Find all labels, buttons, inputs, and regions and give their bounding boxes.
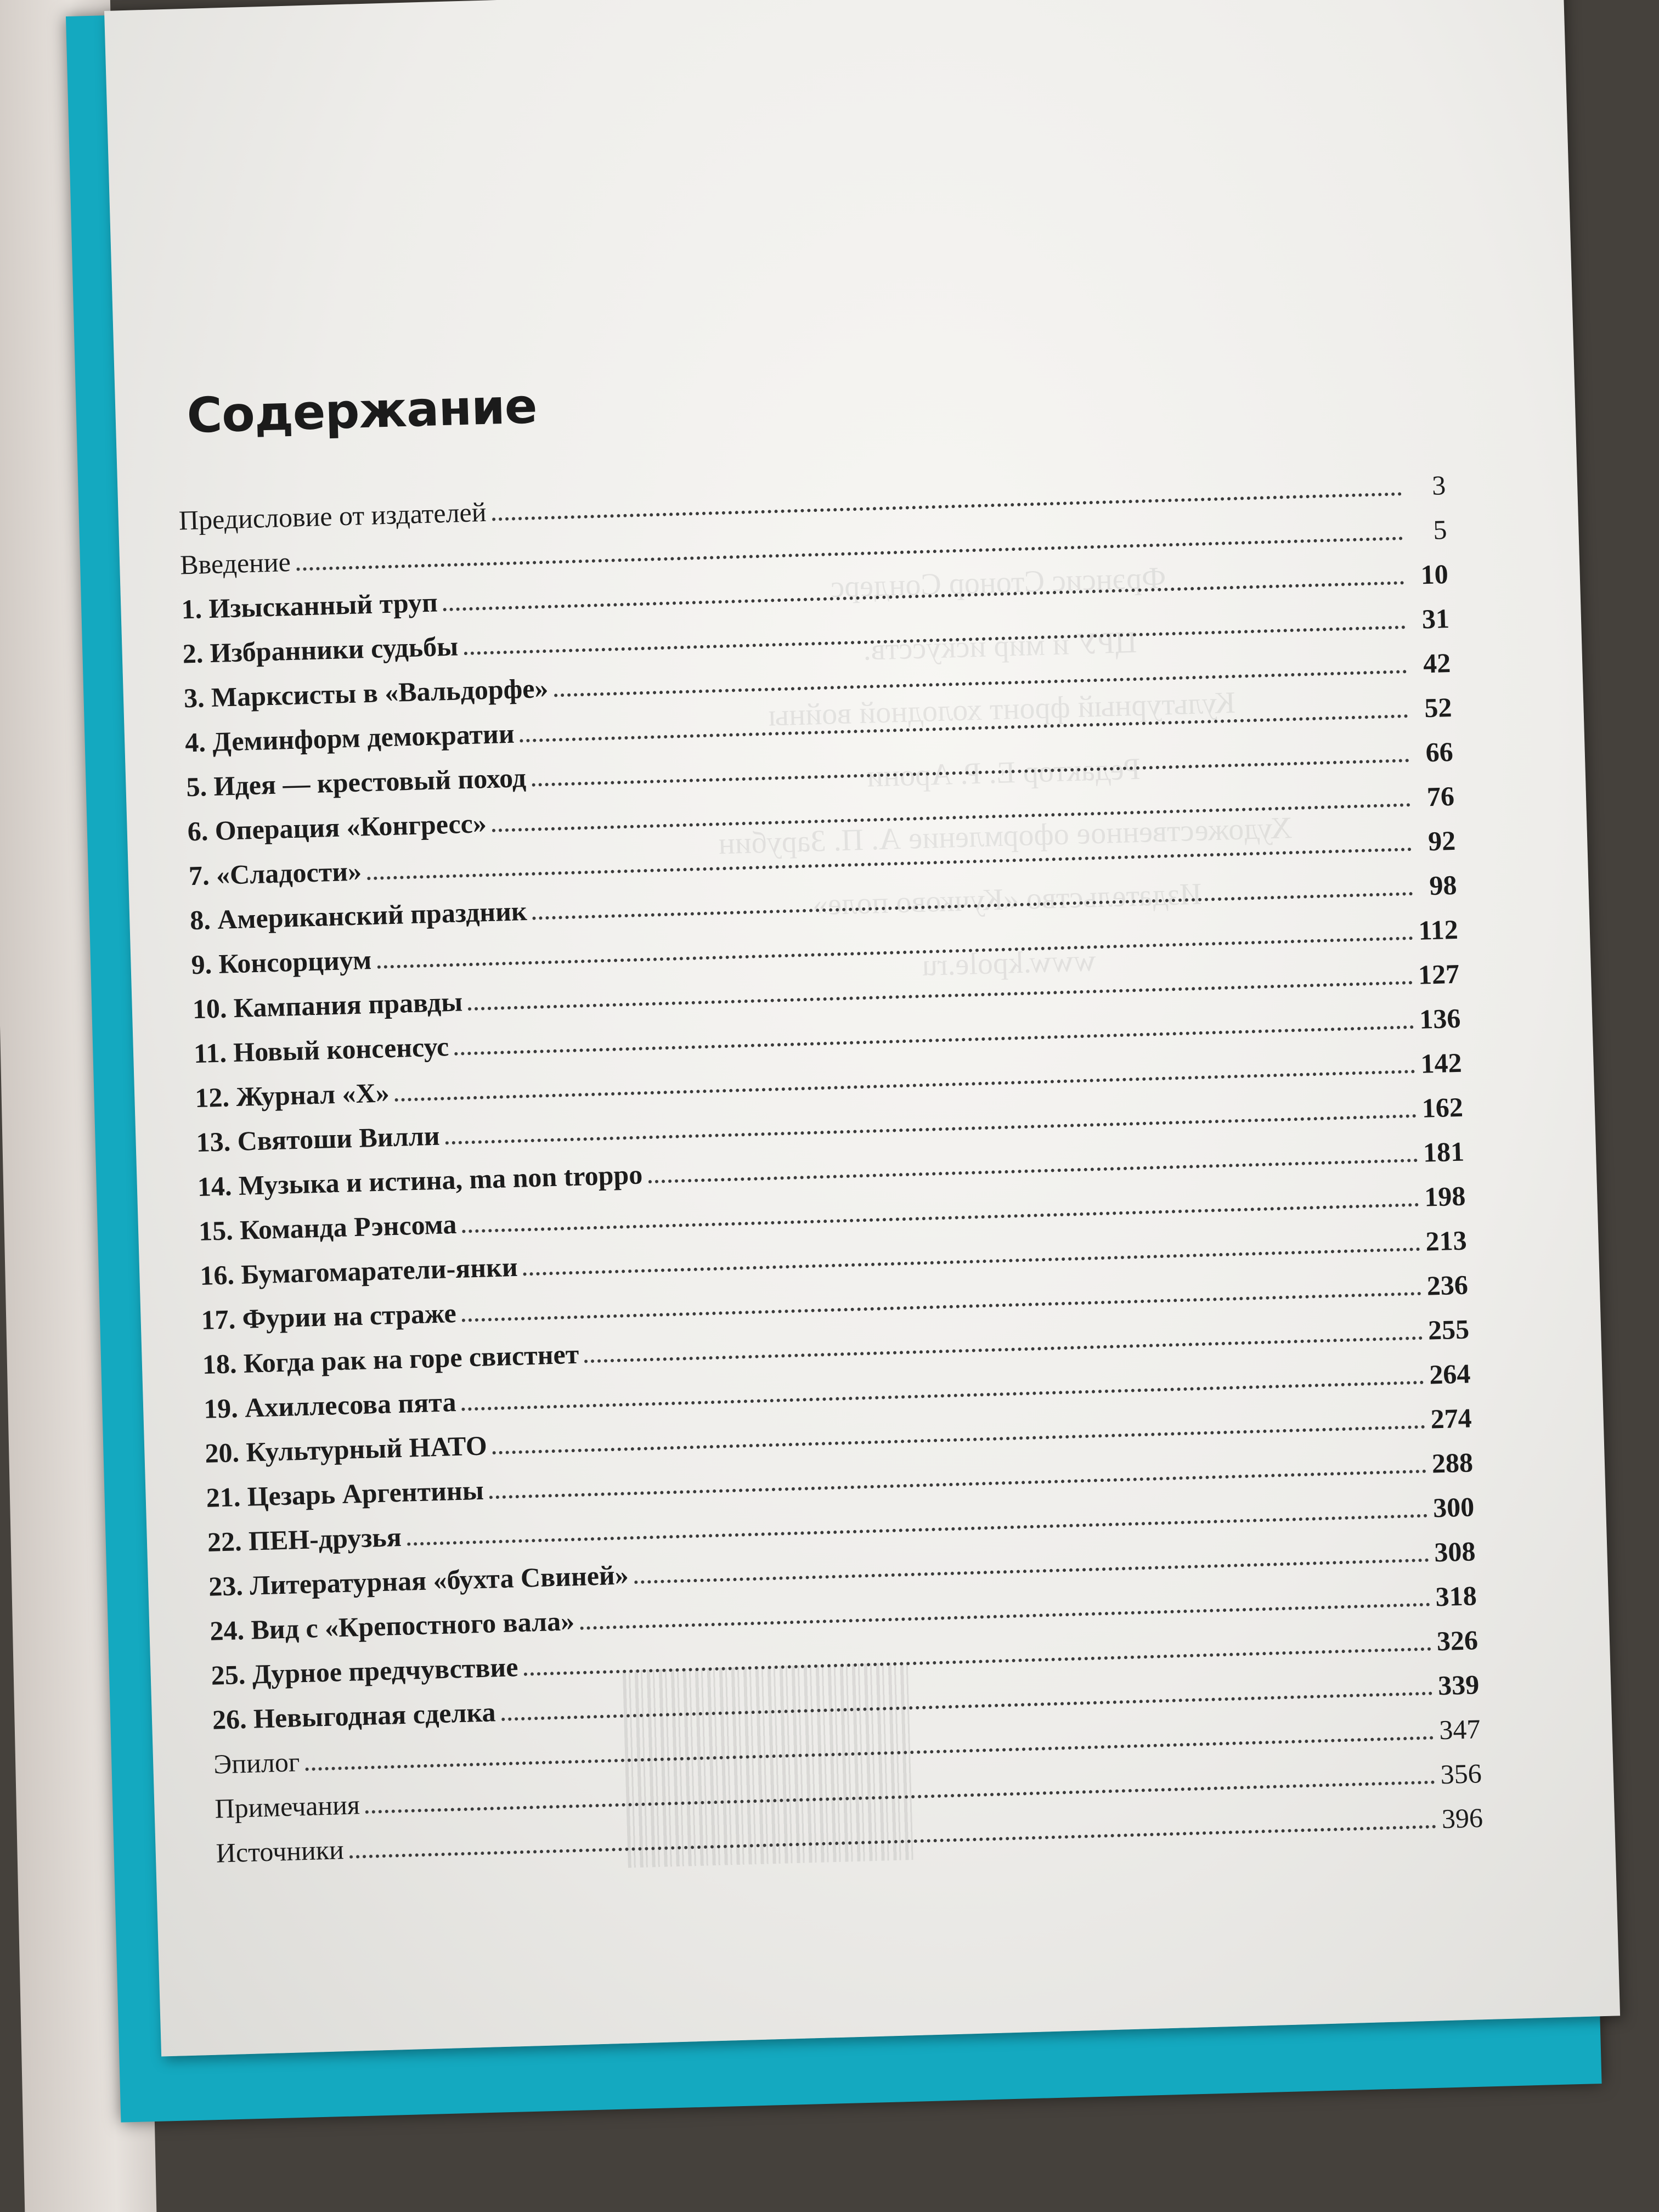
toc-entry-page: 308 (1434, 1536, 1476, 1568)
toc-entry-page: 347 (1438, 1713, 1481, 1746)
toc-entry-page: 127 (1418, 958, 1460, 990)
show-through-line: ЦРУ и мир искусств. (862, 625, 1138, 667)
toc-entry-label: 14. Музыка и истина, ma non troppo (197, 1159, 643, 1203)
toc-entry-label: 7. «Сладости» (188, 855, 362, 891)
toc-entry-page: 112 (1418, 913, 1459, 946)
toc-entry-label: 25. Дурное предчувствие (211, 1651, 519, 1691)
toc-entry-label: 9. Консорциум (190, 944, 372, 980)
toc-entry-label: 19. Ахиллесова пята (203, 1386, 457, 1424)
toc-list (178, 456, 1483, 1869)
toc-entry-page: 318 (1435, 1580, 1477, 1612)
toc-entry-label: 22. ПЕН-друзья (207, 1521, 402, 1558)
show-through-line: Художественное оформление А. П. Зарубин (718, 811, 1293, 861)
show-through-line: www.kpole.ru (921, 943, 1097, 983)
toc-entry-label: 12. Журнал «Х» (194, 1077, 390, 1114)
toc-entry-label: Источники (216, 1834, 345, 1869)
toc-entry-label: 17. Фурии на страже (200, 1297, 457, 1335)
toc-entry-label: 11. Новый консенсус (193, 1031, 449, 1069)
toc-entry-label: 5. Идея — крестовый поход (185, 762, 527, 803)
toc-entry-label: 1. Изысканный труп (180, 586, 438, 625)
toc-entry-label: 10. Кампания правды (192, 986, 463, 1025)
toc-entry-page: 288 (1431, 1447, 1474, 1479)
show-through-line: Издательство «Кучково поле» (812, 877, 1203, 922)
toc-entry-label: 8. Американский праздник (189, 895, 528, 936)
toc-entry-page: 76 (1426, 780, 1455, 812)
toc-entry-label: 13. Святоши Вилли (195, 1120, 441, 1158)
toc-entry-page: 396 (1441, 1802, 1483, 1835)
toc-entry-page: 98 (1429, 869, 1458, 901)
toc-entry-page: 5 (1432, 514, 1448, 545)
toc-entry-page: 10 (1420, 558, 1449, 590)
toc-entry-page: 236 (1426, 1269, 1469, 1301)
toc-entry-page: 31 (1421, 602, 1450, 635)
toc-entry-page: 162 (1421, 1091, 1464, 1124)
toc-entry-label: 3. Марксисты в «Вальдорфе» (183, 672, 549, 714)
toc-entry-label: 15. Команда Рэнсома (198, 1208, 458, 1247)
toc-entry-label: 20. Культурный НАТО (204, 1430, 488, 1469)
toc-entry-page: 42 (1423, 647, 1451, 679)
show-through-line: Культурный фронт холодной войны (768, 686, 1236, 733)
toc-entry-label: 16. Бумагомаратели-янки (199, 1251, 518, 1291)
page-title: Содержание (186, 377, 538, 444)
toc-entry-label: Введение (179, 546, 291, 580)
toc-entry-label: Предисловие от издателей (178, 496, 487, 536)
toc-entry-page: 52 (1424, 691, 1453, 724)
toc-entry-label: Эпилог (213, 1746, 301, 1780)
toc-entry-label: 18. Когда рак на горе свистнет (202, 1338, 579, 1380)
toc-entry-page: 213 (1425, 1224, 1468, 1257)
toc-entry-label: 24. Вид с «Крепостного вала» (209, 1605, 575, 1646)
toc-entry-label: 2. Избранники судьбы (182, 630, 459, 669)
toc-entry-page: 142 (1420, 1047, 1463, 1079)
book-page (104, 0, 1620, 2057)
toc-entry-page: 274 (1430, 1402, 1472, 1435)
toc-entry-label: 21. Цезарь Аргентины (205, 1474, 484, 1513)
toc-entry-page: 198 (1424, 1180, 1466, 1212)
toc-entry-page: 300 (1432, 1491, 1475, 1523)
toc-entry-page: 326 (1436, 1624, 1479, 1657)
toc-entry-page: 255 (1427, 1313, 1470, 1346)
toc-entry-page: 136 (1419, 1002, 1462, 1035)
show-through-line: Фрэнсис Стонор Сондерс (830, 561, 1167, 605)
toc-entry-page: 92 (1427, 825, 1456, 857)
toc-entry-page: 356 (1440, 1758, 1482, 1790)
toc-entry-label: Примечания (214, 1789, 360, 1824)
show-through-line: Редактор Е. Р. Арони (866, 752, 1141, 794)
toc-entry-label: 4. Деминформ демократии (184, 718, 515, 758)
toc-entry-page: 66 (1425, 736, 1454, 768)
toc-entry-label: 23. Литературная «бухта Свиней» (208, 1559, 629, 1602)
toc-entry-page: 339 (1437, 1669, 1480, 1701)
toc-entry-label: 6. Операция «Конгресс» (187, 808, 487, 847)
toc-entry-page: 264 (1429, 1358, 1471, 1390)
toc-entry-label: 26. Невыгодная сделка (212, 1696, 496, 1735)
toc-entry-page: 3 (1431, 470, 1446, 501)
toc-entry-page: 181 (1423, 1136, 1465, 1168)
